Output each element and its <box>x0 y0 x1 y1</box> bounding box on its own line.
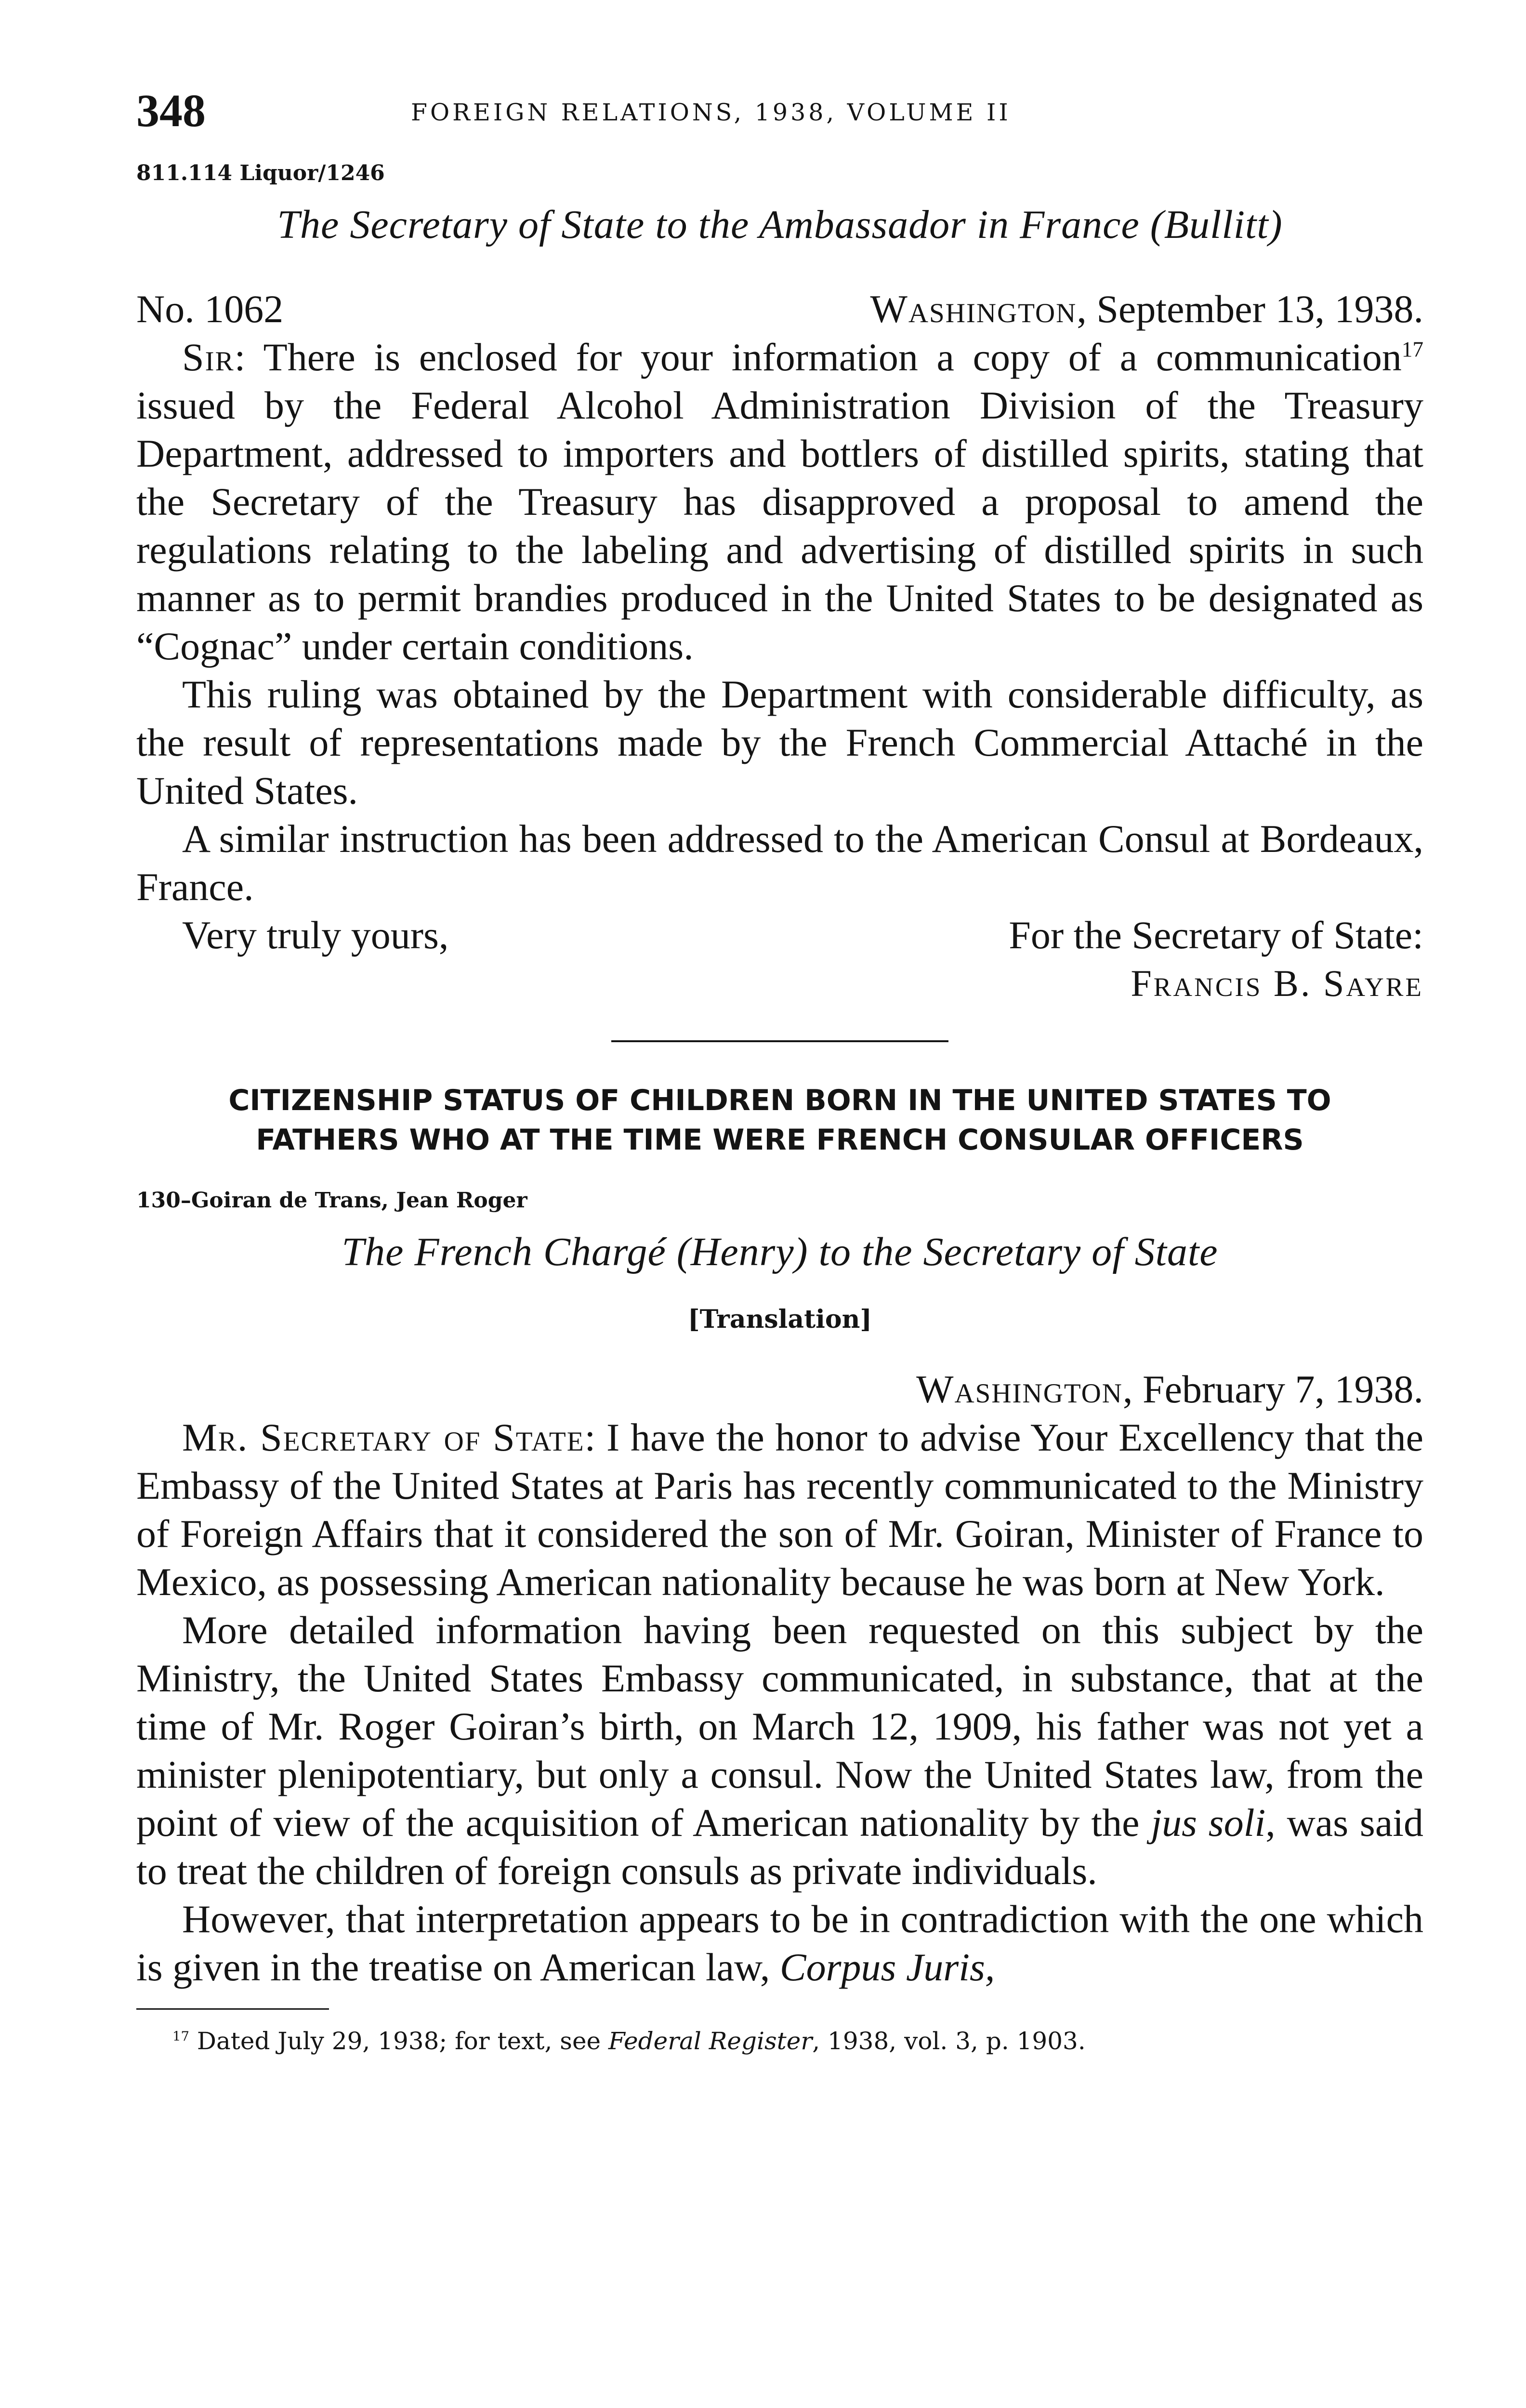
document-title: The French Chargé (Henry) to the Secretary of State <box>342 1230 1218 1274</box>
date: , February 7, 1938. <box>1122 1367 1423 1411</box>
signature: Francis B. Sayre <box>1131 962 1423 1004</box>
document-number: No. 1062 <box>136 287 284 331</box>
paragraph <box>136 1413 1423 1606</box>
footnote-text: Dated July 29, 1938; for text, see <box>189 2027 609 2055</box>
section-heading-line: FATHERS WHO AT THE TIME WERE FRENCH CONSULAR OFFICERS <box>256 1123 1304 1157</box>
paragraph: This ruling was obtained by the Department with considerable difficulty, as the result of representations made by the French Commercial Attaché in the United States. <box>136 672 1423 812</box>
closing-right: For the Secretary of State: <box>1009 913 1423 957</box>
salutation: Sir <box>182 335 235 379</box>
paragraph <box>136 1895 1423 1991</box>
section-heading-line: CITIZENSHIP STATUS OF CHILDREN BORN IN THE UNITED STATES TO <box>228 1084 1331 1117</box>
file-number: 811.114 Liquor/1246 <box>136 161 385 185</box>
italic-term: Corpus Juris, <box>779 1945 995 1989</box>
closing-left: Very truly yours, <box>182 913 449 957</box>
italic-term: jus soli <box>1151 1801 1266 1845</box>
paragraph-text: However, that interpretation appears to be in contradiction with the one which is given in the treatise on American law, <box>136 1897 1423 1989</box>
dateline <box>136 285 1423 333</box>
paragraph-text: issued by the Federal Alcohol Administration Division of the Treasury Department, addressed to importers and bottlers of distilled spirits, stating that the Secretary of the Treasury has disapproved a proposal to amend the regulations relating to the labeling and advertising of distilled spirits in such manner as to permit brandies produced in the United States to be designated as “Cognac” under certain conditions. <box>136 383 1423 668</box>
running-head <box>136 84 1423 137</box>
place: Washington <box>870 287 1077 331</box>
document-title: The Secretary of State to the Ambassador in France (Bullitt) <box>277 202 1283 247</box>
place: Washington <box>916 1367 1123 1411</box>
footnote <box>136 2024 1423 2058</box>
section-divider <box>611 1040 948 1042</box>
paragraph-text: : I have the honor to advise Your Excellency that the Embassy of the United States at Paris has recently communicated to the Ministry of Foreign Affairs that it considered the son of Mr. Goiran, Minister of France to Mexico, as possessing American nationality because he was born at New York. <box>136 1415 1423 1604</box>
paragraph-text: More detailed information having been requested on this subject by the Ministry, the United States Embassy communicated, in substance, that at the time of Mr. Roger Goiran’s birth, on March 12, 1909, his father was not yet a minister plenipotentiary, but only a consul. Now the United States law, from the point of view of the acquisition of American nationality by the <box>136 1608 1423 1845</box>
footnote-text: , 1938, vol. 3, p. 1903. <box>812 2027 1086 2055</box>
running-title: FOREIGN RELATIONS, 1938, VOLUME II <box>411 99 1011 126</box>
date: , September 13, 1938. <box>1077 287 1423 331</box>
place-date <box>136 1365 1423 1413</box>
page-number: 348 <box>136 85 206 136</box>
footnote-mark: 17 <box>172 2028 189 2044</box>
file-number: 130–Goiran de Trans, Jean Roger <box>136 1188 527 1213</box>
translation-note: [Translation] <box>687 1305 872 1334</box>
paragraph: A similar instruction has been addressed to the American Consul at Bordeaux, France. <box>136 817 1423 909</box>
footnote-divider <box>136 2008 329 2010</box>
section-heading <box>136 1081 1423 1160</box>
paragraph <box>136 333 1423 670</box>
salutation: Mr. Secretary of State <box>182 1415 585 1459</box>
footnote-italic: Federal Register <box>608 2027 813 2055</box>
paragraph <box>136 1606 1423 1895</box>
footnote-reference: 17 <box>1401 337 1423 362</box>
closing <box>136 911 1423 959</box>
paragraph-text: : There is enclosed for your information a copy of a communication <box>234 335 1402 379</box>
place-date <box>870 285 1423 333</box>
paragraph-text: , was said to treat the children of foreign consuls as private individuals. <box>136 1801 1423 1893</box>
document-page <box>136 84 1423 2058</box>
